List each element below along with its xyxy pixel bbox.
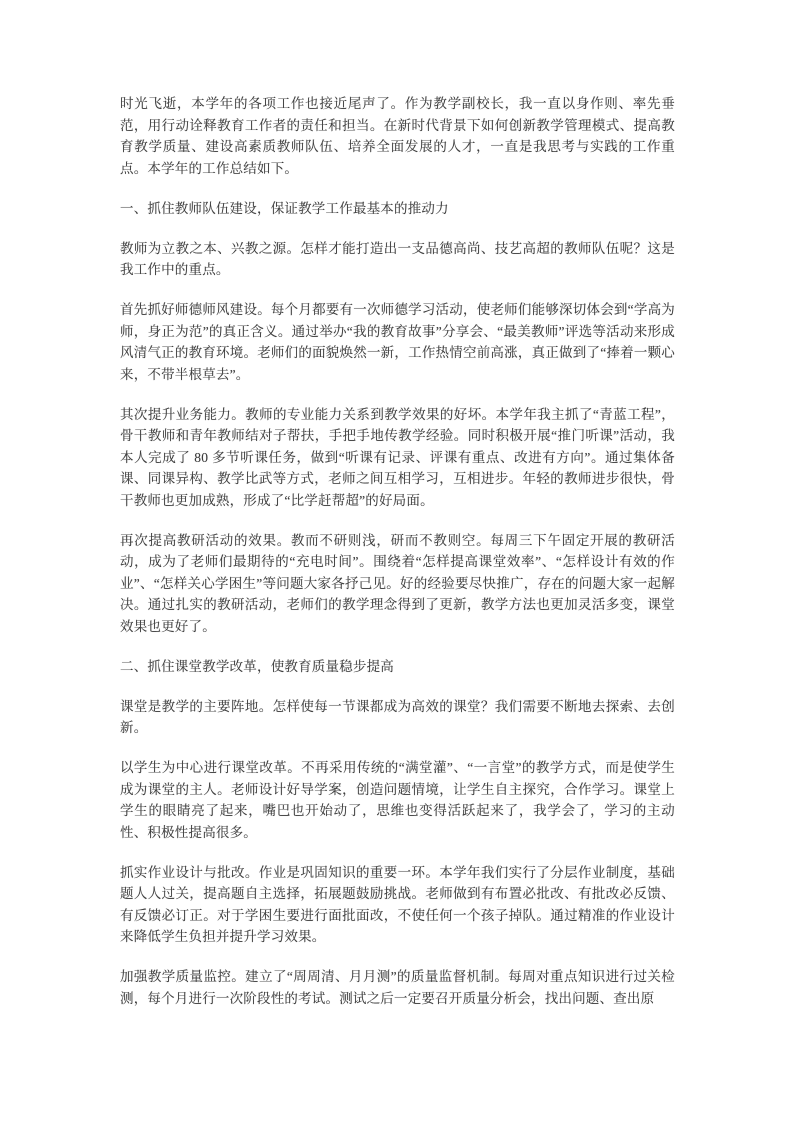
paragraph-homework-design: 抓实作业设计与批改。作业是巩固知识的重要一环。本学年我们实行了分层作业制度，基础题人人过关，提高题自主选择，拓展题鼓励挑战。老师做到有布置必批改、有批改必反馈、有反馈必订正。对于学困生要进行面批面改，不使任何一个孩子掉队。通过精准的作业设计来降低学生负担并提升学习效果。	[120, 864, 675, 944]
paragraph-student-centered-reform: 以学生为中心进行课堂改革。不再采用传统的“满堂灌”、“一言堂”的教学方式，而是使学生成为课堂的主人。老师设计好导学案，创造问题情境，让学生自主探究，合作学习。课堂上学生的眼睛亮了起来，嘴巴也开始动了，思维也变得活跃起来了，我学会了，学习的主动性、积极性提高很多。	[120, 760, 675, 840]
paragraph-teacher-team-intro: 教师为立教之本、兴教之源。怎样才能打造出一支品德高尚、技艺高超的教师队伍呢？这是我工作中的重点。	[120, 240, 675, 277]
section-heading-1: 一、抓住教师队伍建设，保证教学工作最基本的推动力	[120, 200, 449, 216]
paragraph-teacher-ethics: 首先抓好师德师风建设。每个月都要有一次师德学习活动，使老师们能够深切体会到“学高为师，身正为范”的真正含义。通过举办“我的教育故事”分享会、“最美教师”评选等活动来形成风清气正的教育环境。老师们的面貌焕然一新，工作热情空前高涨，真正做到了“捧着一颗心来，不带半根草去”。	[120, 302, 675, 382]
paragraph-professional-ability: 其次提升业务能力。教师的专业能力关系到教学效果的好坏。本学年我主抓了“青蓝工程”，骨干教师和青年教师结对子帮扶，手把手地传教学经验。同时积极开展“推门听课”活动，我本人完成了 80 多节听课任务，做到“听课有记录、评课有重点、改进有方向”。通过集体备课、同课异构、教学比武等方式，老师之间互相学习，互相进步。年轻的教师进步很快，骨干教师也更加成熟，形成了“比学赶帮超”的好局面。	[120, 406, 675, 508]
section-heading-2: 二、抓住课堂教学改革，使教育质量稳步提高	[120, 658, 394, 674]
paragraph-teaching-research: 再次提高教研活动的效果。教而不研则浅，研而不教则空。每周三下午固定开展的教研活动，成为了老师们最期待的“充电时间”。围绕着“怎样提高课堂效率”、“怎样设计有效的作业”、“怎样关心学困生”等问题大家各抒己见。好的经验要尽快推广，存在的问题大家一起解决。通过扎实的教研活动，老师们的教学理念得到了更新，教学方法也更加灵活多变，课堂效果也更好了。	[120, 532, 675, 634]
paragraph-quality-monitoring: 加强教学质量监控。建立了“周周清、月月测”的质量监督机制。每周对重点知识进行过关检测，每个月进行一次阶段性的考试。测试之后一定要召开质量分析会，找出问题、查出原	[120, 969, 675, 1006]
intro-paragraph: 时光飞逝，本学年的各项工作也接近尾声了。作为教学副校长，我一直以身作则、率先垂范，用行动诠释教育工作者的责任和担当。在新时代背景下如何创新教学管理模式、提高教育教学质量、建设高素质教师队伍、培养全面发展的人才，一直是我思考与实践的工作重点。本学年的工作总结如下。	[120, 96, 675, 176]
paragraph-classroom-intro: 课堂是教学的主要阵地。怎样使每一节课都成为高效的课堂？我们需要不断地去探索、去创新。	[120, 698, 675, 735]
